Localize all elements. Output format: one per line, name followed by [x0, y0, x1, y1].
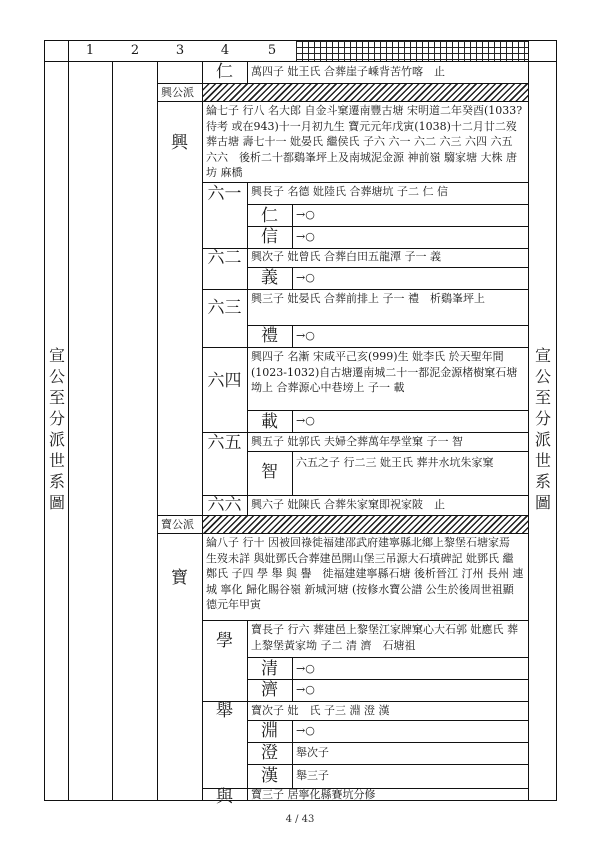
person-li: 禮: [261, 326, 278, 346]
person-zhi: 智: [261, 462, 278, 482]
person-xue-glyph: 學: [216, 631, 233, 651]
person-cheng: 澄: [261, 743, 278, 763]
person-ren: 仁: [216, 62, 233, 82]
person-l65: 六五: [207, 433, 242, 453]
l62-desc: 興次子 妣曾氏 合葬白田五龍潭 子一 義: [251, 250, 441, 263]
person-han: 漢: [261, 766, 278, 786]
header-col-3: 3: [175, 43, 185, 58]
l64-desc: 興四子 名漸 宋咸平己亥(999)生 妣李氏 於天聖年間(1023-1032)自古塘遷南城二十一都泥金源楮樹窠石塘坳上 合葬源心中巷塝上 子一 載: [251, 350, 518, 394]
ren-desc: 萬四子 妣王氏 合葬崖子嵊背苦竹喀 止: [251, 65, 445, 78]
l65-desc: 興五子 妣郭氏 夫婦仝葬萬年學堂窠 子一 智: [251, 435, 463, 448]
bao-desc: 綸八子 行十 因被回祿徙福建邵武府建寧縣北鄉上黎堡石塘家焉 生歿未詳 與妣鄧氏合葬建邑開山堡三吊源大石墳碑記 妣鄧氏 繼鄭氏 子四 學 舉 與 譽 徙福建建寧縣石塘 後析晉江 汀州 長州 連城 寧化 歸化賜谷嶺 新城河塘 (按修水寶公譜 公生於後周世祖顯德元年甲寅: [206, 536, 524, 611]
han-desc: 舉三子: [296, 769, 329, 782]
person-l64: 六四: [207, 371, 242, 391]
xue-desc: 寶長子 行六 葬建邑上黎堡江家牌窠心大石郭 妣應氏 葬上黎堡黃家坳 子二 清 濟 石塘祖: [251, 623, 518, 652]
person-zai: 載: [261, 412, 278, 432]
person-yuan: 淵: [261, 721, 278, 741]
person-l61: 六一: [207, 184, 242, 204]
yi-arrow: →○: [296, 271, 315, 284]
header-col-1: 1: [85, 43, 95, 58]
xin-arrow: →○: [296, 230, 315, 243]
l61-desc: 興長子 名德 妣陸氏 合葬塘坑 子二 仁 信: [251, 185, 448, 198]
person-qing: 清: [261, 659, 278, 679]
cheng-desc: 舉次子: [296, 746, 329, 759]
ji-arrow: →○: [296, 683, 315, 696]
yuan-arrow: →○: [296, 724, 315, 737]
branch-bao: 寶公派: [161, 518, 194, 531]
person-l63: 六三: [207, 298, 242, 318]
header-grid-pattern: [296, 41, 528, 61]
person-l62: 六二: [207, 248, 242, 268]
person-xing: 興: [171, 133, 188, 153]
side-title-right: 宣 公 至 分 派 世 系 圖: [534, 346, 551, 512]
person-yu: 與: [216, 787, 233, 807]
person-bao: 寶: [171, 568, 188, 588]
xing-desc: 綸七子 行八 名大郎 自金斗窠遷南豐古塘 宋明道二年癸酉(1033?待考 或在943)十一月初九生 寶元元年戊寅(1038)十二月廿二歿 葬古塘 壽七十一 妣晏氏 繼侯氏 子六 六一 六二 六三 六四 六五 六六 後析二十都鷄峯坪上及南城泥金源 神前嶺 騶家塘 大株 唐坊 麻橋: [206, 104, 523, 179]
ju-desc: 寶次子 妣 氏 子三 淵 澄 漢: [251, 704, 390, 717]
person-yi: 義: [261, 268, 278, 288]
qing-arrow: →○: [296, 662, 315, 675]
side-title-left: 宣 公 至 分 派 世 系 圖: [48, 346, 65, 512]
header-col-2: 2: [130, 43, 140, 58]
person-ju: 舉: [216, 701, 233, 721]
xing-branch-hatch: [202, 84, 528, 101]
ren2-arrow: →○: [296, 208, 315, 221]
header-col-5: 5: [267, 43, 277, 58]
person-xin: 信: [261, 227, 278, 247]
li-arrow: →○: [296, 329, 315, 342]
zai-arrow: →○: [296, 414, 315, 427]
branch-xing: 興公派: [161, 86, 194, 99]
person-ji: 濟: [261, 680, 278, 700]
l63-desc: 興三子 妣晏氏 合葬前排上 子一 禮 析鷄峯坪上: [251, 292, 485, 305]
l66-desc: 興六子 妣陳氏 合葬朱家窠即祝家陂 止: [251, 498, 445, 511]
header-col-4: 4: [220, 43, 230, 58]
yu-desc: 寶三子 居寧化縣賽坑分修: [251, 788, 376, 801]
bao-branch-hatch: [202, 516, 528, 533]
person-ren2: 仁: [261, 206, 278, 226]
zhi-desc: 六五之子 行二三 妣王氏 葬井水坑朱家窠: [296, 456, 494, 469]
page-number: 4 / 43: [285, 814, 315, 825]
person-l66: 六六: [207, 495, 242, 515]
